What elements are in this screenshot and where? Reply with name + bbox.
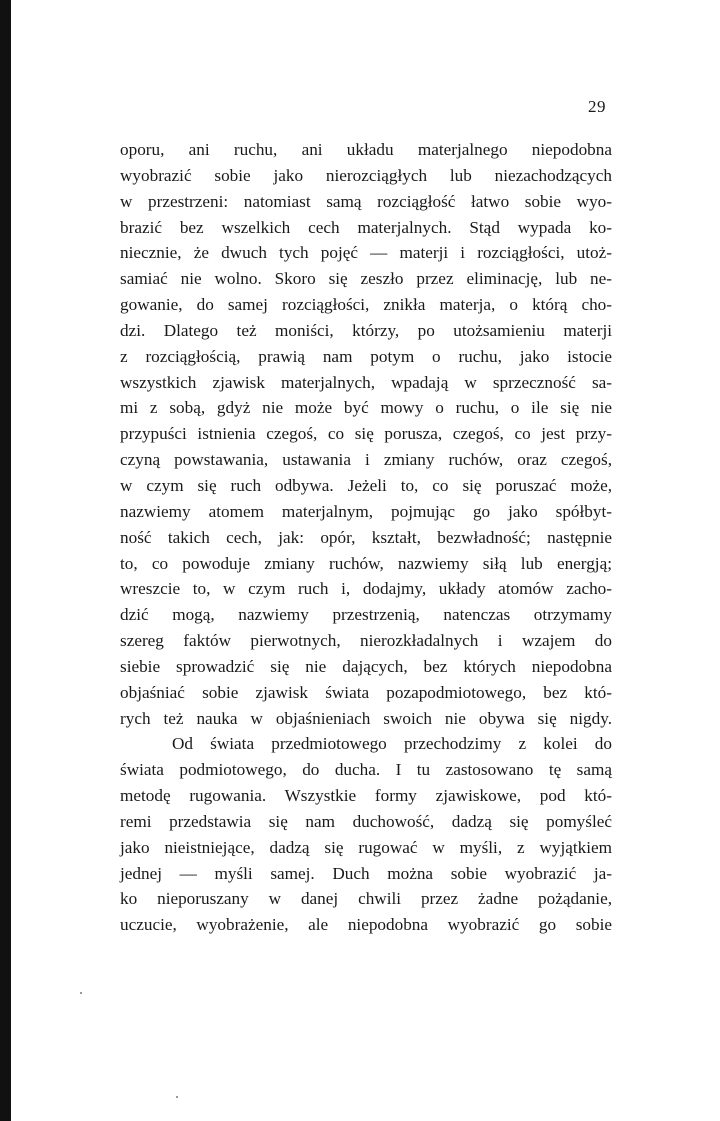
text-line: uczucie, wyobrażenie, ale niepodobna wyobrazić go sobie (120, 915, 612, 935)
text-line: jednej — myśli samej. Duch można sobie wyobrazić ja- (120, 863, 612, 883)
text-line: mi z sobą, gdyż nie może być mowy o ruchu, o ile się nie (120, 398, 612, 418)
text-line: Od świata przedmiotowego przechodzimy z kolei do (172, 734, 612, 754)
text-line: objaśniać sobie zjawisk świata pozapodmiotowego, bez któ- (120, 682, 612, 702)
text-line: brazić bez wszelkich cech materjalnych. Stąd wypada ko- (120, 217, 612, 237)
text-line: metodę rugowania. Wszystkie formy zjawiskowe, pod któ- (120, 786, 612, 806)
text-line: jako nieistniejące, dadzą się rugować w myśli, z wyjątkiem (120, 837, 612, 857)
text-line: siebie sprowadzić się nie dających, bez których niepodobna (120, 656, 612, 676)
text-line: w przestrzeni: natomiast samą rozciągłość łatwo sobie wyo- (120, 191, 612, 211)
text-line: wreszcie to, w czym ruch i, dodajmy, układy atomów zacho- (120, 579, 612, 599)
text-line: oporu, ani ruchu, ani układu materjalnego niepodobna (120, 140, 612, 159)
text-line: szereg faktów pierwotnych, nierozkładalnych i wzajem do (120, 631, 612, 651)
text-line: ko nieporuszany w danej chwili przez żadne pożądanie, (120, 889, 612, 909)
text-line: przypuści istnienia czegoś, co się porusza, czegoś, co jest przy- (120, 424, 612, 444)
scan-speck (176, 1096, 178, 1098)
scan-speck (80, 992, 82, 994)
text-line: wyobrazić sobie jako nierozciągłych lub niezachodzących (120, 165, 612, 185)
page-binding-edge (0, 0, 11, 1121)
text-line: samiać nie wolno. Skoro się zeszło przez eliminację, lub ne- (120, 269, 612, 289)
body-text (120, 137, 612, 938)
text-line: ność takich cech, jak: opór, kształt, bezwładność; następnie (120, 527, 612, 547)
text-line: dzi. Dlatego też moniści, którzy, po utożsamieniu materji (120, 320, 612, 340)
text-line: nazwiemy atomem materjalnym, pojmując go jako spółbyt- (120, 501, 612, 521)
text-line: w czym się ruch odbywa. Jeżeli to, co się poruszać może, (120, 475, 612, 495)
text-line: wszystkich zjawisk materjalnych, wpadają w sprzeczność sa- (120, 372, 612, 392)
text-line: to, co powoduje zmiany ruchów, nazwiemy siłą lub energją; (120, 553, 612, 573)
text-line: świata podmiotowego, do ducha. I tu zastosowano tę samą (120, 760, 612, 780)
text-line: rych też nauka w objaśnieniach swoich nie obywa się nigdy. (120, 708, 612, 728)
text-line: niecznie, że dwuch tych pojęć — materji i rozciągłości, utoż- (120, 243, 612, 263)
text-line: dzić mogą, nazwiemy przestrzenią, natenczas otrzymamy (120, 605, 612, 625)
text-line: gowanie, do samej rozciągłości, znikła materja, o którą cho- (120, 295, 612, 315)
text-line: remi przedstawia się nam duchowość, dadzą się pomyśleć (120, 811, 612, 831)
text-line: z rozciągłością, prawią nam potym o ruchu, jako istocie (120, 346, 612, 366)
page-number: 29 (588, 97, 606, 116)
text-line: czyną powstawania, ustawania i zmiany ruchów, oraz czegoś, (120, 450, 612, 470)
